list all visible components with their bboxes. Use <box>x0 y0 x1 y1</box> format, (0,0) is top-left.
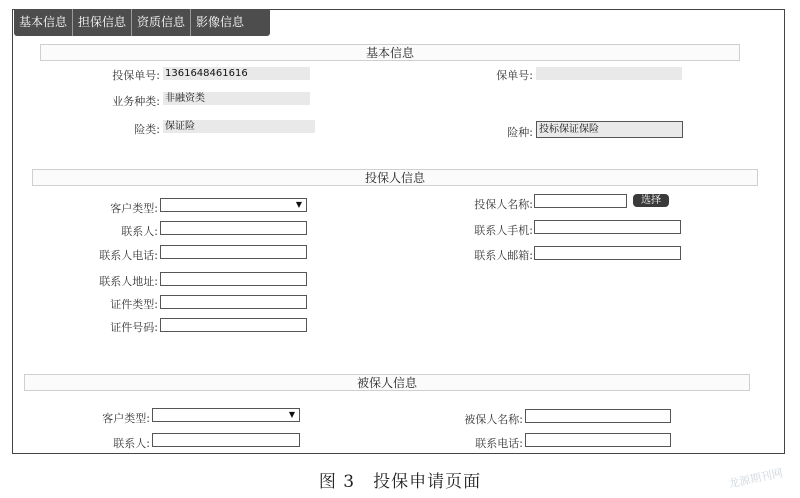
applicant-id-type-label: 证件类型: <box>110 298 158 311</box>
applicant-contact-label: 联系人: <box>121 225 158 238</box>
insured-contact-input[interactable] <box>152 433 300 447</box>
applicant-info-header: 投保人信息 <box>32 169 758 186</box>
insured-phone-input[interactable] <box>525 433 671 447</box>
figure-caption: 图 3 投保申请页面 <box>318 472 482 492</box>
select-button[interactable]: 选择 <box>633 194 669 207</box>
dropdown-arrow-icon: ▼ <box>295 200 302 209</box>
insured-phone-label: 联系电话: <box>475 437 523 450</box>
applicant-email-label: 联系人邮箱: <box>474 249 533 262</box>
insured-name-input[interactable] <box>525 409 671 423</box>
insured-info-header: 被保人信息 <box>24 374 750 391</box>
watermark: 龙源期刊网 <box>727 466 784 491</box>
business-type-label: 业务种类: <box>112 95 160 108</box>
applicant-phone-input[interactable] <box>160 245 307 259</box>
policy-no-value <box>536 67 682 80</box>
insured-customer-type-label: 客户类型: <box>102 412 150 425</box>
tab-guarantee-info[interactable]: 担保信息 <box>73 9 132 36</box>
applicant-name-input[interactable] <box>534 194 627 208</box>
tab-bar <box>14 9 270 36</box>
applicant-address-input[interactable] <box>160 272 307 286</box>
basic-info-header: 基本信息 <box>40 44 740 61</box>
insured-contact-label: 联系人: <box>113 437 150 450</box>
apply-no-value: 1361648461616 <box>163 67 310 80</box>
applicant-customer-type-select[interactable] <box>160 198 307 212</box>
applicant-id-type-input[interactable] <box>160 295 307 309</box>
insurance-class-value: 保证险 <box>163 120 315 133</box>
applicant-phone-label: 联系人电话: <box>99 249 158 262</box>
applicant-mobile-input[interactable] <box>534 220 681 234</box>
policy-no-label: 保单号: <box>496 69 533 82</box>
applicant-contact-input[interactable] <box>160 221 307 235</box>
apply-no-label: 投保单号: <box>112 69 160 82</box>
insured-name-label: 被保人名称: <box>464 413 523 426</box>
applicant-customer-type-label: 客户类型: <box>110 202 158 215</box>
business-type-value: 非融资类 <box>163 92 310 105</box>
tab-qualification-info[interactable]: 资质信息 <box>132 9 191 36</box>
applicant-mobile-label: 联系人手机: <box>474 224 533 237</box>
tab-basic-info[interactable]: 基本信息 <box>14 9 73 36</box>
applicant-address-label: 联系人地址: <box>99 275 158 288</box>
applicant-id-no-input[interactable] <box>160 318 307 332</box>
tab-image-info[interactable]: 影像信息 <box>196 15 245 29</box>
applicant-name-label: 投保人名称: <box>474 198 533 211</box>
dropdown-arrow-icon: ▼ <box>288 410 295 419</box>
insured-customer-type-select[interactable] <box>152 408 300 422</box>
insurance-type-label: 险种: <box>507 126 533 139</box>
insurance-class-label: 险类: <box>134 123 160 136</box>
applicant-email-input[interactable] <box>534 246 681 260</box>
applicant-id-no-label: 证件号码: <box>110 321 158 334</box>
insurance-type-value: 投标保证保险 <box>536 121 683 138</box>
